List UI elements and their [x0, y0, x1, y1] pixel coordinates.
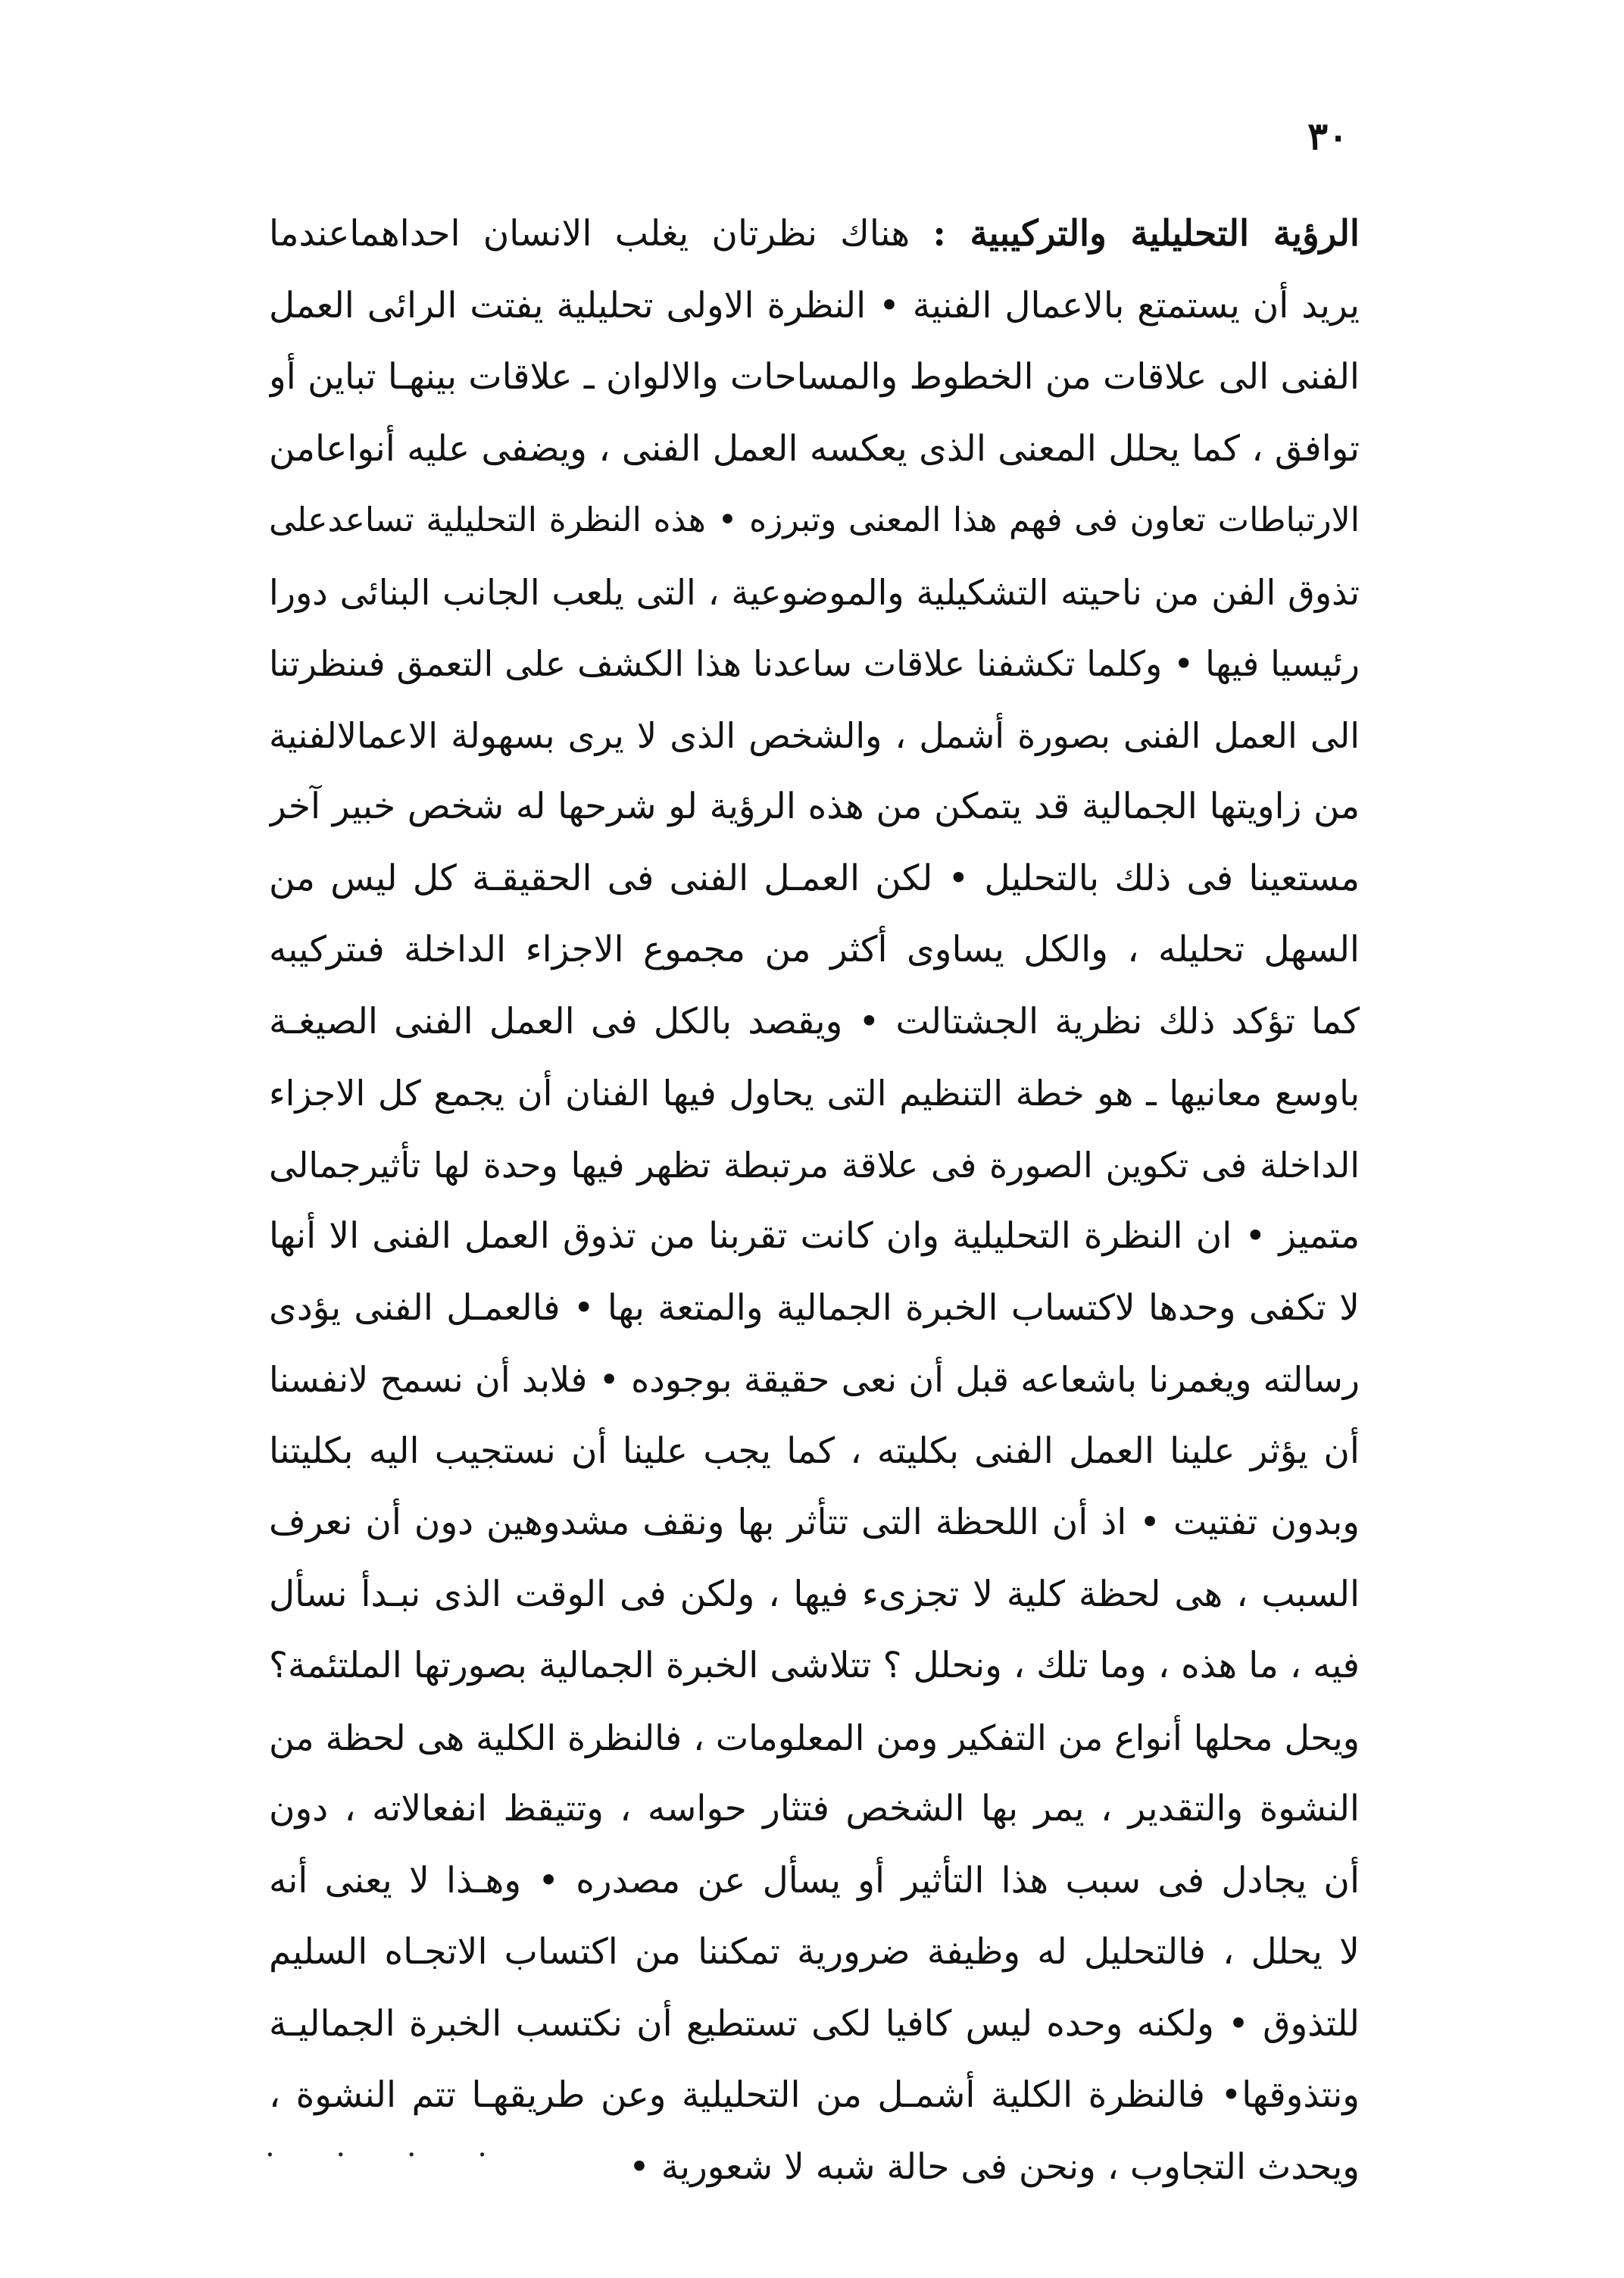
text-line: رئيسيا فيها • وكلما تكشفنا علاقات ساعدنا هذا الكشف على التعمق فىنظرتنا [269, 643, 1360, 684]
text-line: ونتذوقها• فالنظرة الكلية أشمـل من التحليلية وعن طريقهـا تتم النشوة ، [269, 2074, 1360, 2116]
text-line: الارتباطات تعاون فى فهم هذا المعنى وتبرزه • هذه النظرة التحليلية تساعدعلى [269, 501, 1360, 539]
text-line: أن يجادل فى سبب هذا التأثير أو يسأل عن مصدره • وهـذا لا يعنى أنه [269, 1859, 1360, 1901]
text-line: الى العمل الفنى بصورة أشمل ، والشخص الذى لا يرى بسهولة الاعمالالفنية [269, 714, 1360, 756]
section-heading: الرؤية التحليلية والتركيبية : [932, 213, 1360, 255]
text-line: يريد أن يستمتع بالاعمال الفنية • النظرة الاولى تحليلية يفتت الرائى العمل [269, 284, 1360, 327]
text-line: كما تؤكد ذلك نظرية الجشتالت • ويقصد بالكل فى العمل الفنى الصيغـة [269, 1000, 1360, 1042]
text-line: رسالته ويغمرنا باشعاعه قبل أن نعى حقيقة بوجوده • فلابد أن نسمح لانفسنا [269, 1359, 1360, 1400]
text-line: السبب ، هى لحظة كلية لا تجزىء فيها ، ولكن فى الوقت الذى نبـدأ نسأل [269, 1573, 1360, 1615]
text-line: فيه ، ما هذه ، وما تلك ، ونحلل ؟ تتلاشى الخبرة الجمالية بصورتها الملتئمة؟ [269, 1645, 1360, 1686]
trailing-dots: . . . . [265, 2129, 514, 2164]
text-line: أن يؤثر علينا العمل الفنى بكليته ، كما يجب علينا أن نستجيب اليه بكليتنا [269, 1430, 1360, 1472]
text-line: الداخلة فى تكوين الصورة فى علاقة مرتبطة تظهر فيها وحدة لها تأثيرجمالى [269, 1144, 1360, 1186]
text-line: مستعينا فى ذلك بالتحليل • لكن العمـل الفنى فى الحقيقـة كل ليس من [269, 857, 1360, 899]
text-line [269, 198, 1360, 270]
text-line: لا تكفى وحدها لاكتساب الخبرة الجمالية والمتعة بها • فالعمـل الفنى يؤدى [269, 1286, 1360, 1329]
text-line: الفنى الى علاقات من الخطوط والمساحات والالوان ـ علاقات بينهـا تباين أو [269, 356, 1360, 398]
text-line: للتذوق • ولكنه وحده ليس كافيا لكى تستطيع أن نكتسب الخبرة الجماليـة [269, 2002, 1360, 2045]
text-line: وبدون تفتيت • اذ أن اللحظة التى تتأثر بها ونقف مشدوهين دون أن نعرف [269, 1501, 1360, 1543]
page-number: ٣٠ [1307, 114, 1348, 158]
text-line: ويحل محلها أنواع من التفكير ومن المعلومات ، فالنظرة الكلية هى لحظة من [269, 1717, 1360, 1758]
text-line: باوسع معانيها ـ هو خطة التنظيم التى يحاول فيها الفنان أن يجمع كل الاجزاء [269, 1073, 1360, 1114]
text-line: متميز • ان النظرة التحليلية وان كانت تقربنا من تذوق العمل الفنى الا أنها [269, 1215, 1360, 1257]
body-text [269, 198, 1360, 2203]
text-line: السهل تحليله ، والكل يساوى أكثر من مجموع الاجزاء الداخلة فىتركيبه [269, 929, 1360, 970]
text-line-last: ويحدث التجاوب ، ونحن فى حالة شبه لا شعورية • [629, 2145, 1360, 2188]
text-line-rest: هناك نظرتان يغلب الانسان احداهماعندما [269, 213, 910, 255]
text-line: توافق ، كما يحلل المعنى الذى يعكسه العمل الفنى ، ويضفى عليه أنواعامن [269, 427, 1360, 470]
text-line: النشوة والتقدير ، يمر بها الشخص فتثار حواسه ، وتتيقظ انفعالاته ، دون [269, 1788, 1360, 1830]
text-line: من زاويتها الجمالية قد يتمكن من هذه الرؤية لو شرحها له شخص خبير آخر [269, 786, 1360, 827]
text-line: لا يحلل ، فالتحليل له وظيفة ضرورية تمكننا من اكتساب الاتجـاه السليم [269, 1931, 1360, 1973]
text-line: تذوق الفن من ناحيته التشكيلية والموضوعية ، التى يلعب الجانب البنائى دورا [269, 571, 1360, 613]
